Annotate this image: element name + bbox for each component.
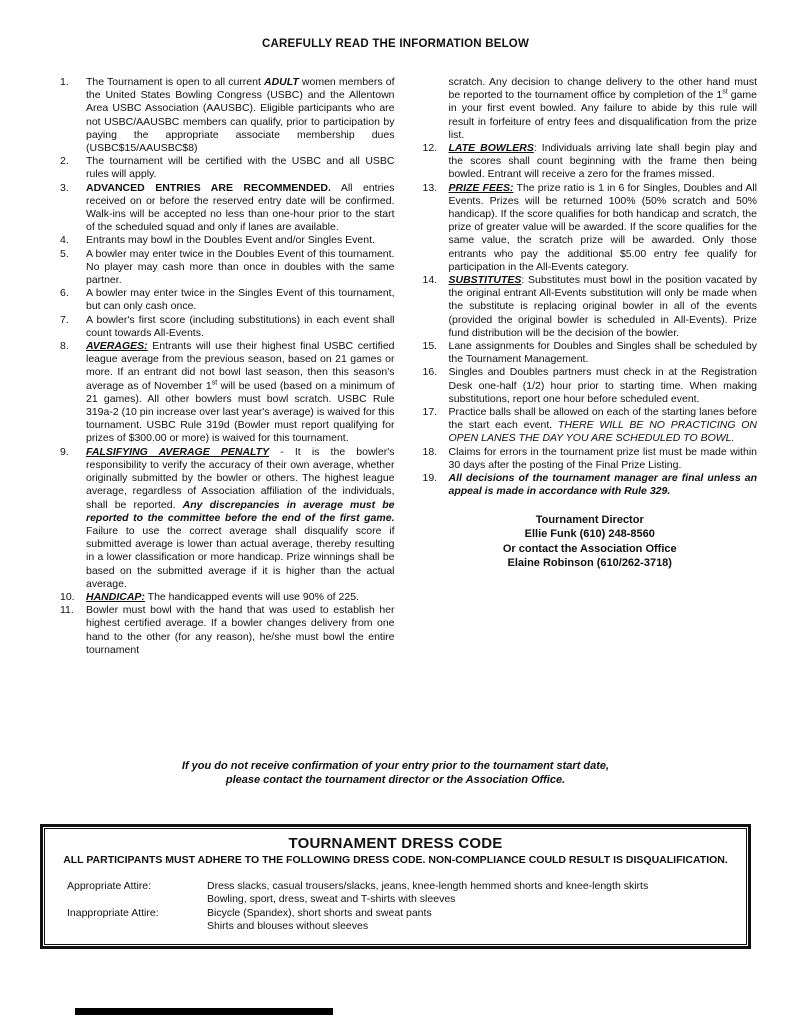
attire-lines — [207, 907, 736, 934]
rule-text-run: The handicapped events will use 90% of 225. — [144, 590, 359, 603]
rule-number: 10. — [60, 590, 75, 603]
confirmation-note-line2: please contact the tournament director or the Association Office. — [225, 774, 566, 787]
rule-item — [423, 340, 758, 366]
rule-text — [449, 446, 758, 472]
rule-number: 5. — [60, 247, 69, 260]
rule-text — [86, 591, 395, 604]
rule-text — [86, 446, 395, 591]
rule-item — [60, 248, 395, 288]
rule-text-run: scratch. Any decision to change delivery to the other hand must be reported to the tournament office by completion of the 1 — [448, 76, 757, 102]
rule-number: 8. — [60, 340, 69, 353]
contact-line-director-phone: Ellie Funk (610) 248-8560 — [524, 528, 655, 540]
rule-number: 16. — [422, 366, 438, 379]
rule-text-run: All entries received on or before the reserved entry date will be confirmed. Walk-ins will be accepted no less than one-hour prior to the start of the scheduled squad and only if lanes are available. — [86, 181, 395, 234]
rule-item — [60, 446, 395, 591]
rule-text — [449, 142, 758, 182]
rule-item — [423, 446, 758, 472]
rule-text — [86, 604, 395, 657]
rule-text-run: THERE WILL BE NO PRACTICING ON OPEN LANES THE DAY YOU ARE SCHEDULED TO BOWL. — [448, 419, 758, 445]
rule-text-run: Claims for errors in the tournament prize list must be made within 30 days after the posting of the Final Prize Listing. — [448, 445, 757, 471]
page-title: CAREFULLY READ THE INFORMATION BELOW — [261, 38, 529, 50]
dress-code-subtitle: ALL PARTICIPANTS MUST ADHERE TO THE FOLLOWING DRESS CODE. NON-COMPLIANCE COULD RESULT IS DISQUALIFICATION. — [63, 853, 728, 866]
dress-code-row-inappropriate — [55, 907, 736, 934]
rule-text-run: FALSIFYING AVERAGE PENALTY — [86, 445, 270, 458]
rule-text-run: All decisions of the tournament manager are final unless an appeal is made in accordance with Rule 329. — [448, 472, 757, 498]
rule-number: 19. — [422, 472, 438, 485]
rule-text-run: Entrants will use their highest final USBC certified league average from the previous season, based on 21 games or more. If an entrant did not bowl last season, then this season's average as of November 1 — [86, 340, 395, 392]
rule-number: 7. — [60, 313, 69, 326]
rule-item — [60, 340, 395, 446]
attire-label: Inappropriate Attire: — [67, 906, 159, 919]
confirmation-note-line1: If you do not receive confirmation of your entry prior to the tournament start date, — [181, 759, 610, 772]
rule-text-run: will be used (based on a minimum of 21 games). All other bowlers must bowl scratch. USBC Rule 319a-2 (10 pin increase over last year's average) is waived for this tournament. USBC Rule 319d (Bowler must report qualifying for prizes of $300.00 or more) is waived for this tournament. — [86, 379, 395, 445]
contact-block — [423, 513, 758, 571]
rule-text-run: : Individuals arriving late shall begin play and the scores shall count beginning with the frame then being bowled. Entrant will receive a zero for the frames missed. — [448, 142, 758, 181]
rule-item — [423, 76, 758, 142]
rules-column-right-items — [423, 76, 758, 499]
scan-artifact-bar — [75, 1008, 333, 1015]
rule-text-run: LATE BOWLERS — [448, 142, 534, 155]
rule-text-run: AVERAGES: — [86, 340, 148, 353]
confirmation-note — [0, 759, 791, 788]
rules-columns — [60, 76, 757, 657]
rule-number: 3. — [60, 181, 69, 194]
rule-number: 15. — [422, 340, 438, 353]
contact-line-office-phone: Elaine Robinson (610/262-3718) — [507, 557, 672, 569]
rule-text — [449, 76, 758, 142]
rule-text — [86, 340, 395, 446]
rules-column-right — [423, 76, 758, 657]
rule-item — [423, 406, 758, 446]
rule-text-run: game in your first event bowled. Any failure to abide by this rule will result in forfeiture of entry fees and disqualification from the prize list. — [448, 89, 757, 141]
rule-text-run: The prize ratio is 1 in 6 for Singles, Doubles and All Events. Prizes will be returned 100% (50% scratch and 50% handicap). If the score qualifies for both handicap and scratch, the prize of greater value will be awarded. If the score qualifies for the same value, the scratch prize will be awarded. Only those entrants who pay the additional $5.00 entry fee qualify for participation in the All-Events category. — [448, 181, 757, 273]
rule-number — [423, 76, 449, 142]
rule-text-run: ADULT — [264, 76, 299, 88]
attire-line: Dress slacks, casual trousers/slacks, jeans, knee-length hemmed shorts and knee-length skirts — [207, 879, 649, 892]
rule-text-run: - It is the bowler's responsibility to verify the accuracy of their own average, whether originally submitted by the bowler or others. The highest league average, regardless of Association affiliation of the individuals, shall be reported. — [86, 445, 395, 511]
rule-item — [423, 366, 758, 406]
rule-text-run: HANDICAP: — [86, 590, 145, 603]
rule-text — [86, 76, 395, 155]
rule-item — [60, 287, 395, 313]
contact-line-office: Or contact the Association Office — [502, 542, 677, 555]
rule-text-run: Practice balls shall be allowed on each of the starting lanes before the start each event. — [448, 406, 757, 432]
rule-number: 1. — [60, 76, 69, 88]
rule-text-run: women members of the United States Bowling Congress (USBC) and the Allentown Area USBC Association (AAUSBC). Eligible participants who are not USBC/AAUSBC members can qualify, prior to participation by paying the appropriate associate membership dues (USBC$15/AAUSBC$8) — [86, 76, 395, 155]
rule-text-run: ADVANCED ENTRIES ARE RECOMMENDED. — [86, 181, 331, 194]
rule-item — [60, 234, 395, 247]
rule-text-run: st — [722, 88, 728, 96]
rule-number: 6. — [60, 287, 69, 300]
rule-text — [449, 274, 758, 340]
rule-item — [423, 274, 758, 340]
rule-text — [449, 406, 758, 446]
rule-item — [60, 314, 395, 340]
rule-item — [60, 155, 395, 181]
rule-item — [423, 182, 758, 274]
rule-item — [423, 472, 758, 498]
rule-number: 18. — [422, 445, 438, 458]
rule-text — [86, 234, 395, 247]
rule-text — [449, 366, 758, 406]
rule-text-run: Failure to use the correct average shall disqualify score if submitted average is lower than actual average, thereby resulting in a lower classification or more handicap. Prize winnings shall be based on the submitted average if it is higher than the actual average. — [86, 524, 395, 590]
rule-item — [60, 76, 395, 155]
rule-number: 9. — [60, 445, 69, 458]
rule-text-run: Singles and Doubles partners must check in at the Registration Desk one-half (1/2) hour prior to starting time. When making substitutions, report one hour before scheduled event. — [448, 366, 757, 405]
rule-text-run: A bowler's first score (including substitutions) in each event shall count towards All-Events. — [86, 313, 395, 339]
rule-text-run: Any discrepancies in average must be reported to the committee before the end of the first game. — [86, 498, 395, 524]
attire-line: Shirts and blouses without sleeves — [207, 920, 369, 933]
rule-text-run: PRIZE FEES: — [448, 181, 514, 194]
rule-item — [423, 142, 758, 182]
rule-number: 12. — [422, 142, 438, 155]
dress-code-row-appropriate — [55, 880, 736, 907]
rule-text — [449, 472, 758, 498]
rule-text — [86, 248, 395, 288]
rule-text-run: Lane assignments for Doubles and Singles shall be scheduled by the Tournament Management. — [448, 340, 757, 366]
rule-item — [60, 591, 395, 604]
rule-text-run: st — [211, 379, 218, 387]
rule-item — [60, 182, 395, 235]
rule-text — [86, 182, 395, 235]
rule-number: 13. — [422, 181, 438, 194]
rule-number: 14. — [422, 274, 438, 287]
dress-code-title: TOURNAMENT DRESS CODE — [288, 834, 503, 852]
rule-text-run: The tournament will be certified with the USBC and all USBC rules will apply. — [86, 155, 395, 181]
rule-item — [60, 604, 395, 657]
rule-text-run: : Substitutes must bowl in the position vacated by the original entrant All-Events substitution will only be made when the substitute is replacing original bowler in all of the events (provided the original bowler is scheduled in All-Events). Prize fund distribution will be the decision of the bowler. — [448, 274, 757, 339]
rule-text-run: Entrants may bowl in the Doubles Event and/or Singles Event. — [86, 234, 375, 247]
rule-text — [86, 155, 395, 181]
contact-line-director: Tournament Director — [535, 513, 644, 526]
rule-text — [86, 287, 395, 313]
attire-label: Appropriate Attire: — [67, 879, 152, 892]
rule-text-run: A bowler may enter twice in the Doubles Event of this tournament. No player may cash more than once in doubles with the same partner. — [86, 247, 395, 287]
rule-text-run: Bowler must bowl with the hand that was used to establish her highest certified average. If a bowler changes delivery from one hand to the other (for any reason), he/she must bowl the entire tournament — [86, 604, 395, 656]
rule-text — [449, 182, 758, 274]
rule-text-run: The Tournament is open to all current — [86, 76, 264, 88]
rule-number: 4. — [60, 234, 69, 247]
dress-code-box — [40, 824, 751, 949]
attire-lines — [207, 880, 736, 907]
attire-line: Bowling, sport, dress, sweat and T-shirts with sleeves — [207, 893, 456, 906]
rule-text — [86, 314, 395, 340]
rule-number: 11. — [60, 604, 74, 617]
rule-text-run: A bowler may enter twice in the Singles Event of this tournament, but can only cash once. — [86, 287, 395, 313]
rule-number: 17. — [422, 406, 438, 419]
dress-code-rows — [55, 880, 736, 934]
rule-text-run: SUBSTITUTES — [448, 274, 522, 287]
dress-code-box-inner — [44, 828, 747, 945]
rule-number: 2. — [60, 155, 69, 168]
rules-column-left — [60, 76, 395, 657]
attire-line: Bicycle (Spandex), short shorts and sweat pants — [207, 906, 432, 919]
rule-text — [449, 340, 758, 366]
